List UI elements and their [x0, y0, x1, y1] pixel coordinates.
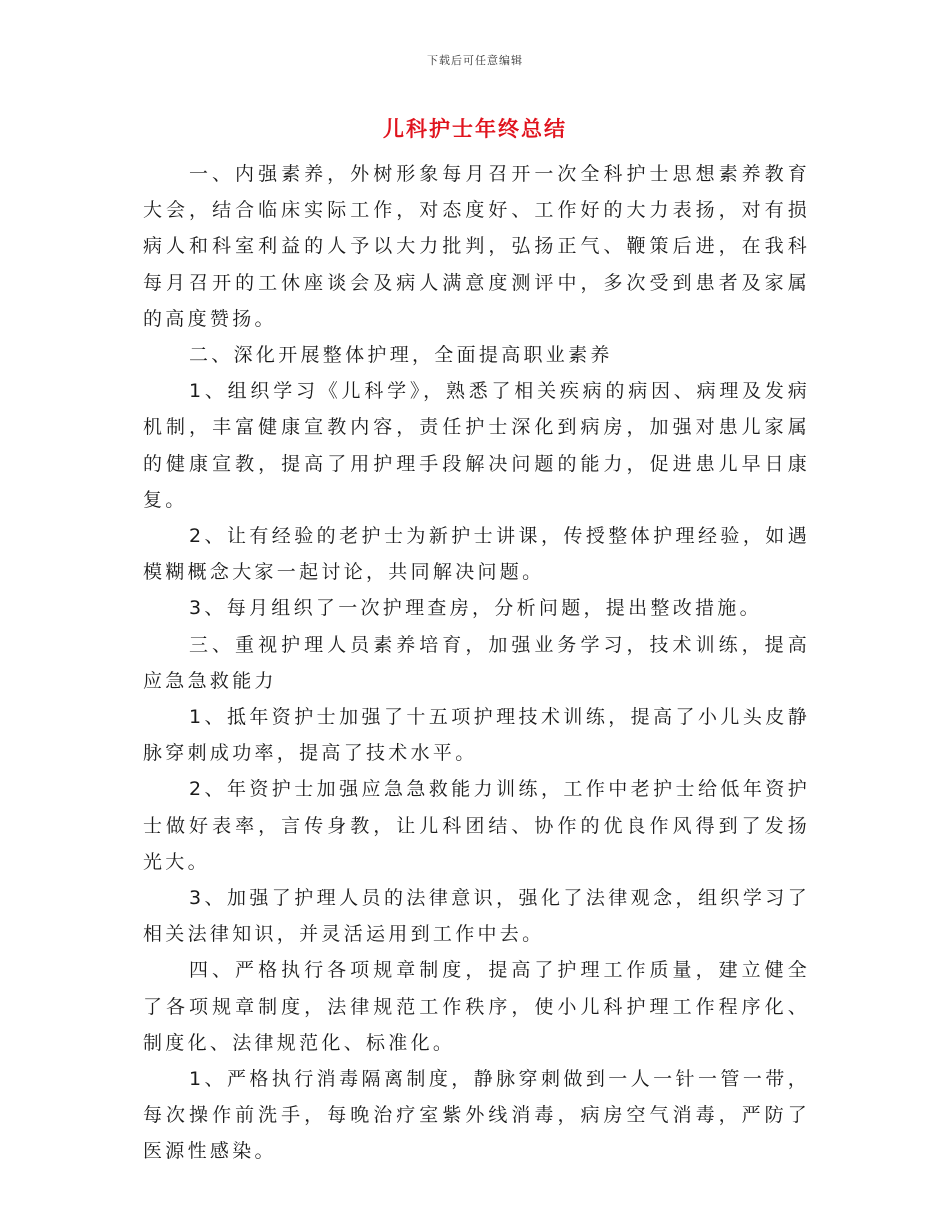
paragraph-3: 1、组织学习《儿科学》，熟悉了相关疾病的病因、病理及发病机制，丰富健康宣教内容，责任护士深化到病房，加强对患儿家属的健康宣教，提高了用护理手段解决问题的能力，促进患儿早日康复。 [143, 380, 810, 511]
paragraph-8: 2、年资护士加强应急急救能力训练，工作中老护士给低年资护士做好表率，言传身教，让儿科团结、协作的优良作风得到了发扬光大。 [143, 778, 810, 873]
paragraph-5: 3、每月组织了一次护理查房，分析问题，提出整改措施。 [189, 597, 762, 620]
paragraph-6: 三、重视护理人员素养培育，加强业务学习，技术训练，提高应急急救能力 [143, 633, 810, 692]
paragraph-11: 1、严格执行消毒隔离制度，静脉穿刺做到一人一针一管一带，每次操作前洗手，每晚治疗室紫外线消毒，病房空气消毒，严防了医源性感染。 [143, 1068, 810, 1163]
paragraph-7: 1、抵年资护士加强了十五项护理技术训练，提高了小儿头皮静脉穿刺成功率，提高了技术水平。 [143, 706, 810, 765]
paragraph-10: 四、严格执行各项规章制度，提高了护理工作质量，建立健全了各项规章制度，法律规范工作秩序，使小儿科护理工作程序化、制度化、法律规范化、标准化。 [143, 959, 810, 1054]
document-body [143, 156, 810, 1170]
paragraph-4: 2、让有经验的老护士为新护士讲课，传授整体护理经验，如遇模糊概念大家一起讨论，共同解决问题。 [143, 525, 810, 584]
document-title: 儿科护士年终总结 [383, 117, 567, 141]
paragraph-2: 二、深化开展整体护理，全面提高职业素养 [189, 344, 613, 367]
paragraph-1: 一、内强素养，外树形象每月召开一次全科护士思想素养教育大会，结合临床实际工作，对态度好、工作好的大力表扬，对有损病人和科室利益的人予以大力批判，弘扬正气、鞭策后进，在我科每月召开的工休座谈会及病人满意度测评中，多次受到患者及家属的高度赞扬。 [143, 163, 810, 330]
paragraph-9: 3、加强了护理人员的法律意识，强化了法律观念，组织学习了相关法律知识，并灵活运用到工作中去。 [143, 887, 810, 946]
page-header: 下载后可任意编辑 [427, 54, 523, 67]
